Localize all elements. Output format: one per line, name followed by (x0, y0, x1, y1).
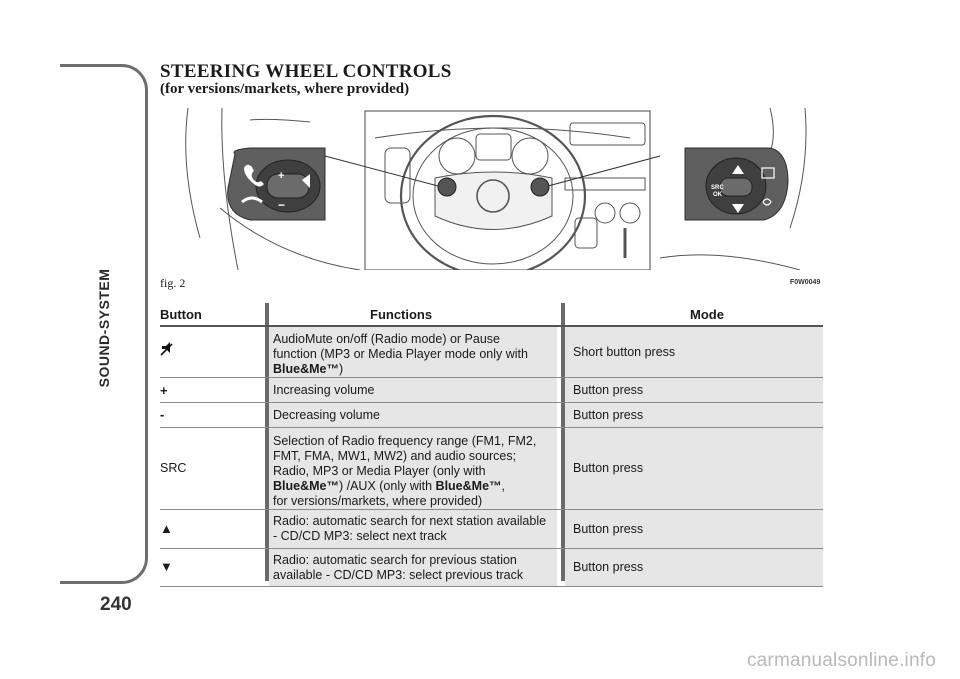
function-text: Selection of Radio frequency range (FM1, FM2, FMT, FMA, MW1, MW2) and audio sources; Radio, MP3 or Media Player (only with Blue&Me™) /AUX (only with Blue&Me™, for versions/markets, where provided) (273, 434, 537, 508)
volume-down-label: − (278, 198, 286, 212)
arrow-down-icon: ▼ (160, 559, 173, 574)
figure-caption: fig. 2 (160, 276, 186, 290)
mode-text: Short button press (573, 345, 676, 359)
button-label: SRC (160, 461, 187, 475)
steering-wheel-illustration (160, 108, 827, 270)
src-label: SRC (711, 185, 724, 191)
ok-label: OK (713, 192, 722, 198)
table-row (160, 403, 823, 428)
table-row (160, 378, 823, 403)
steering-wheel-figure (160, 108, 827, 270)
mute-icon (160, 341, 174, 360)
page-number: 240 (100, 594, 132, 615)
button-label: - (160, 407, 165, 422)
mode-text: Button press (573, 522, 644, 536)
table-row (160, 549, 823, 587)
section-subtitle: (for versions/markets, where provided) (160, 81, 410, 97)
function-text: Radio: automatic search for previous station available - CD/CD MP3: select previous track (273, 553, 524, 582)
section-title: STEERING WHEEL CONTROLS (160, 61, 452, 82)
chapter-label: SOUND-SYSTEM (96, 268, 112, 388)
table-header (160, 303, 823, 327)
mode-text: Button press (573, 461, 644, 475)
mode-text: Button press (573, 560, 644, 574)
function-text: Increasing volume (273, 383, 375, 397)
table-row (160, 327, 823, 378)
button-label: + (160, 383, 168, 398)
mode-text: Button press (573, 383, 644, 397)
figure-code: F0W0049 (790, 279, 821, 286)
header-button: Button (160, 307, 202, 322)
function-text: Decreasing volume (273, 408, 380, 422)
header-mode: Mode (690, 307, 724, 322)
volume-up-label: + (278, 170, 285, 182)
watermark: carmanualsonline.info (746, 650, 936, 671)
table-row (160, 510, 823, 549)
table-row (160, 428, 823, 510)
function-text: Radio: automatic search for next station available - CD/CD MP3: select next track (273, 514, 547, 543)
header-functions: Functions (370, 307, 433, 322)
function-text: AudioMute on/off (Radio mode) or Pause function (MP3 or Media Player mode only with Blue&Me™) (273, 332, 528, 376)
controls-table (160, 303, 823, 587)
mode-text: Button press (573, 408, 644, 422)
arrow-up-icon: ▲ (160, 521, 173, 536)
